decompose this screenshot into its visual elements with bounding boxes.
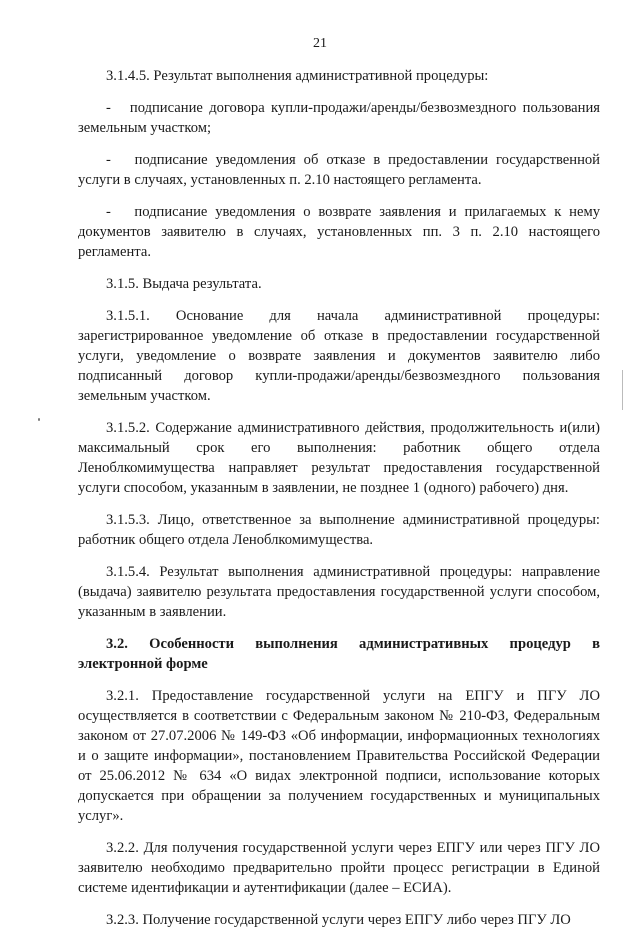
paragraph-3-1-5-2: 3.1.5.2. Содержание административного действия, продолжительность и(или) максимальный срок его выполнения: работник общего отдела Леноблкомимущества направляет результат предоставления государственной услуги способом, указанным в заявлении, не позднее 1 (одного) рабочего) дня. [78,420,600,496]
paragraph-3-1-5-1: 3.1.5.1. Основание для начала административной процедуры: зарегистрированное уведомление об отказе в предоставлении государственной услуги, уведомление о возврате заявления и документов заявителю либо подписанный договор купли-продажи/аренды/безвозмездного пользования земельным участком. [78,308,600,404]
paragraph-3-2-2: 3.2.2. Для получения государственной услуги через ЕПГУ или через ПГУ ЛО заявителю необходимо предварительно пройти процесс регистрации в Единой системе идентификации и аутентификации (далее – ЕСИА). [78,840,600,896]
paragraph-3-1-5-4: 3.1.5.4. Результат выполнения административной процедуры: направление (выдача) заявителю результата предоставления государственной услуги способом, указанным в заявлении. [78,564,600,620]
list-item-return-notice: - подписание уведомления о возврате заявления и прилагаемых к нему документов заявителю в случаях, установленных пп. 3 п. 2.10 настоящего регламента. [78,204,600,260]
paragraph-3-1-4-5: 3.1.4.5. Результат выполнения административной процедуры: [106,68,489,84]
scan-speck [38,418,40,421]
page-number: 21 [313,36,327,51]
scan-speck [622,370,623,410]
document-body [78,66,600,942]
paragraph-3-2-1: 3.2.1. Предоставление государственной услуги на ЕПГУ и ПГУ ЛО осуществляется в соответствии с Федеральным законом № 210-ФЗ, Федеральным законом от 27.07.2006 № 149-ФЗ «Об информации, информационных технологиях и о защите информации», постановлением Правительства Российской Федерации от 25.06.2012 № 634 «О видах электронной подписи, использование которых допускается при обращении за получением государственных и муниципальных услуг». [78,688,600,824]
paragraph-3-1-5: 3.1.5. Выдача результата. [106,276,262,292]
list-item-contract-signing: - подписание договора купли-продажи/аренды/безвозмездного пользования земельным участком; [78,100,600,136]
paragraph-3-2-3: 3.2.3. Получение государственной услуги через ЕПГУ либо через ПГУ ЛО [106,912,571,928]
paragraph-3-1-5-3: 3.1.5.3. Лицо, ответственное за выполнение административной процедуры: работник общего отдела Леноблкомимущества. [78,512,600,548]
section-heading-3-2: 3.2. Особенности выполнения административных процедур в электронной форме [78,636,600,672]
list-item-refusal-notice: - подписание уведомления об отказе в предоставлении государственной услуги в случаях, установленных п. 2.10 настоящего регламента. [78,152,600,188]
